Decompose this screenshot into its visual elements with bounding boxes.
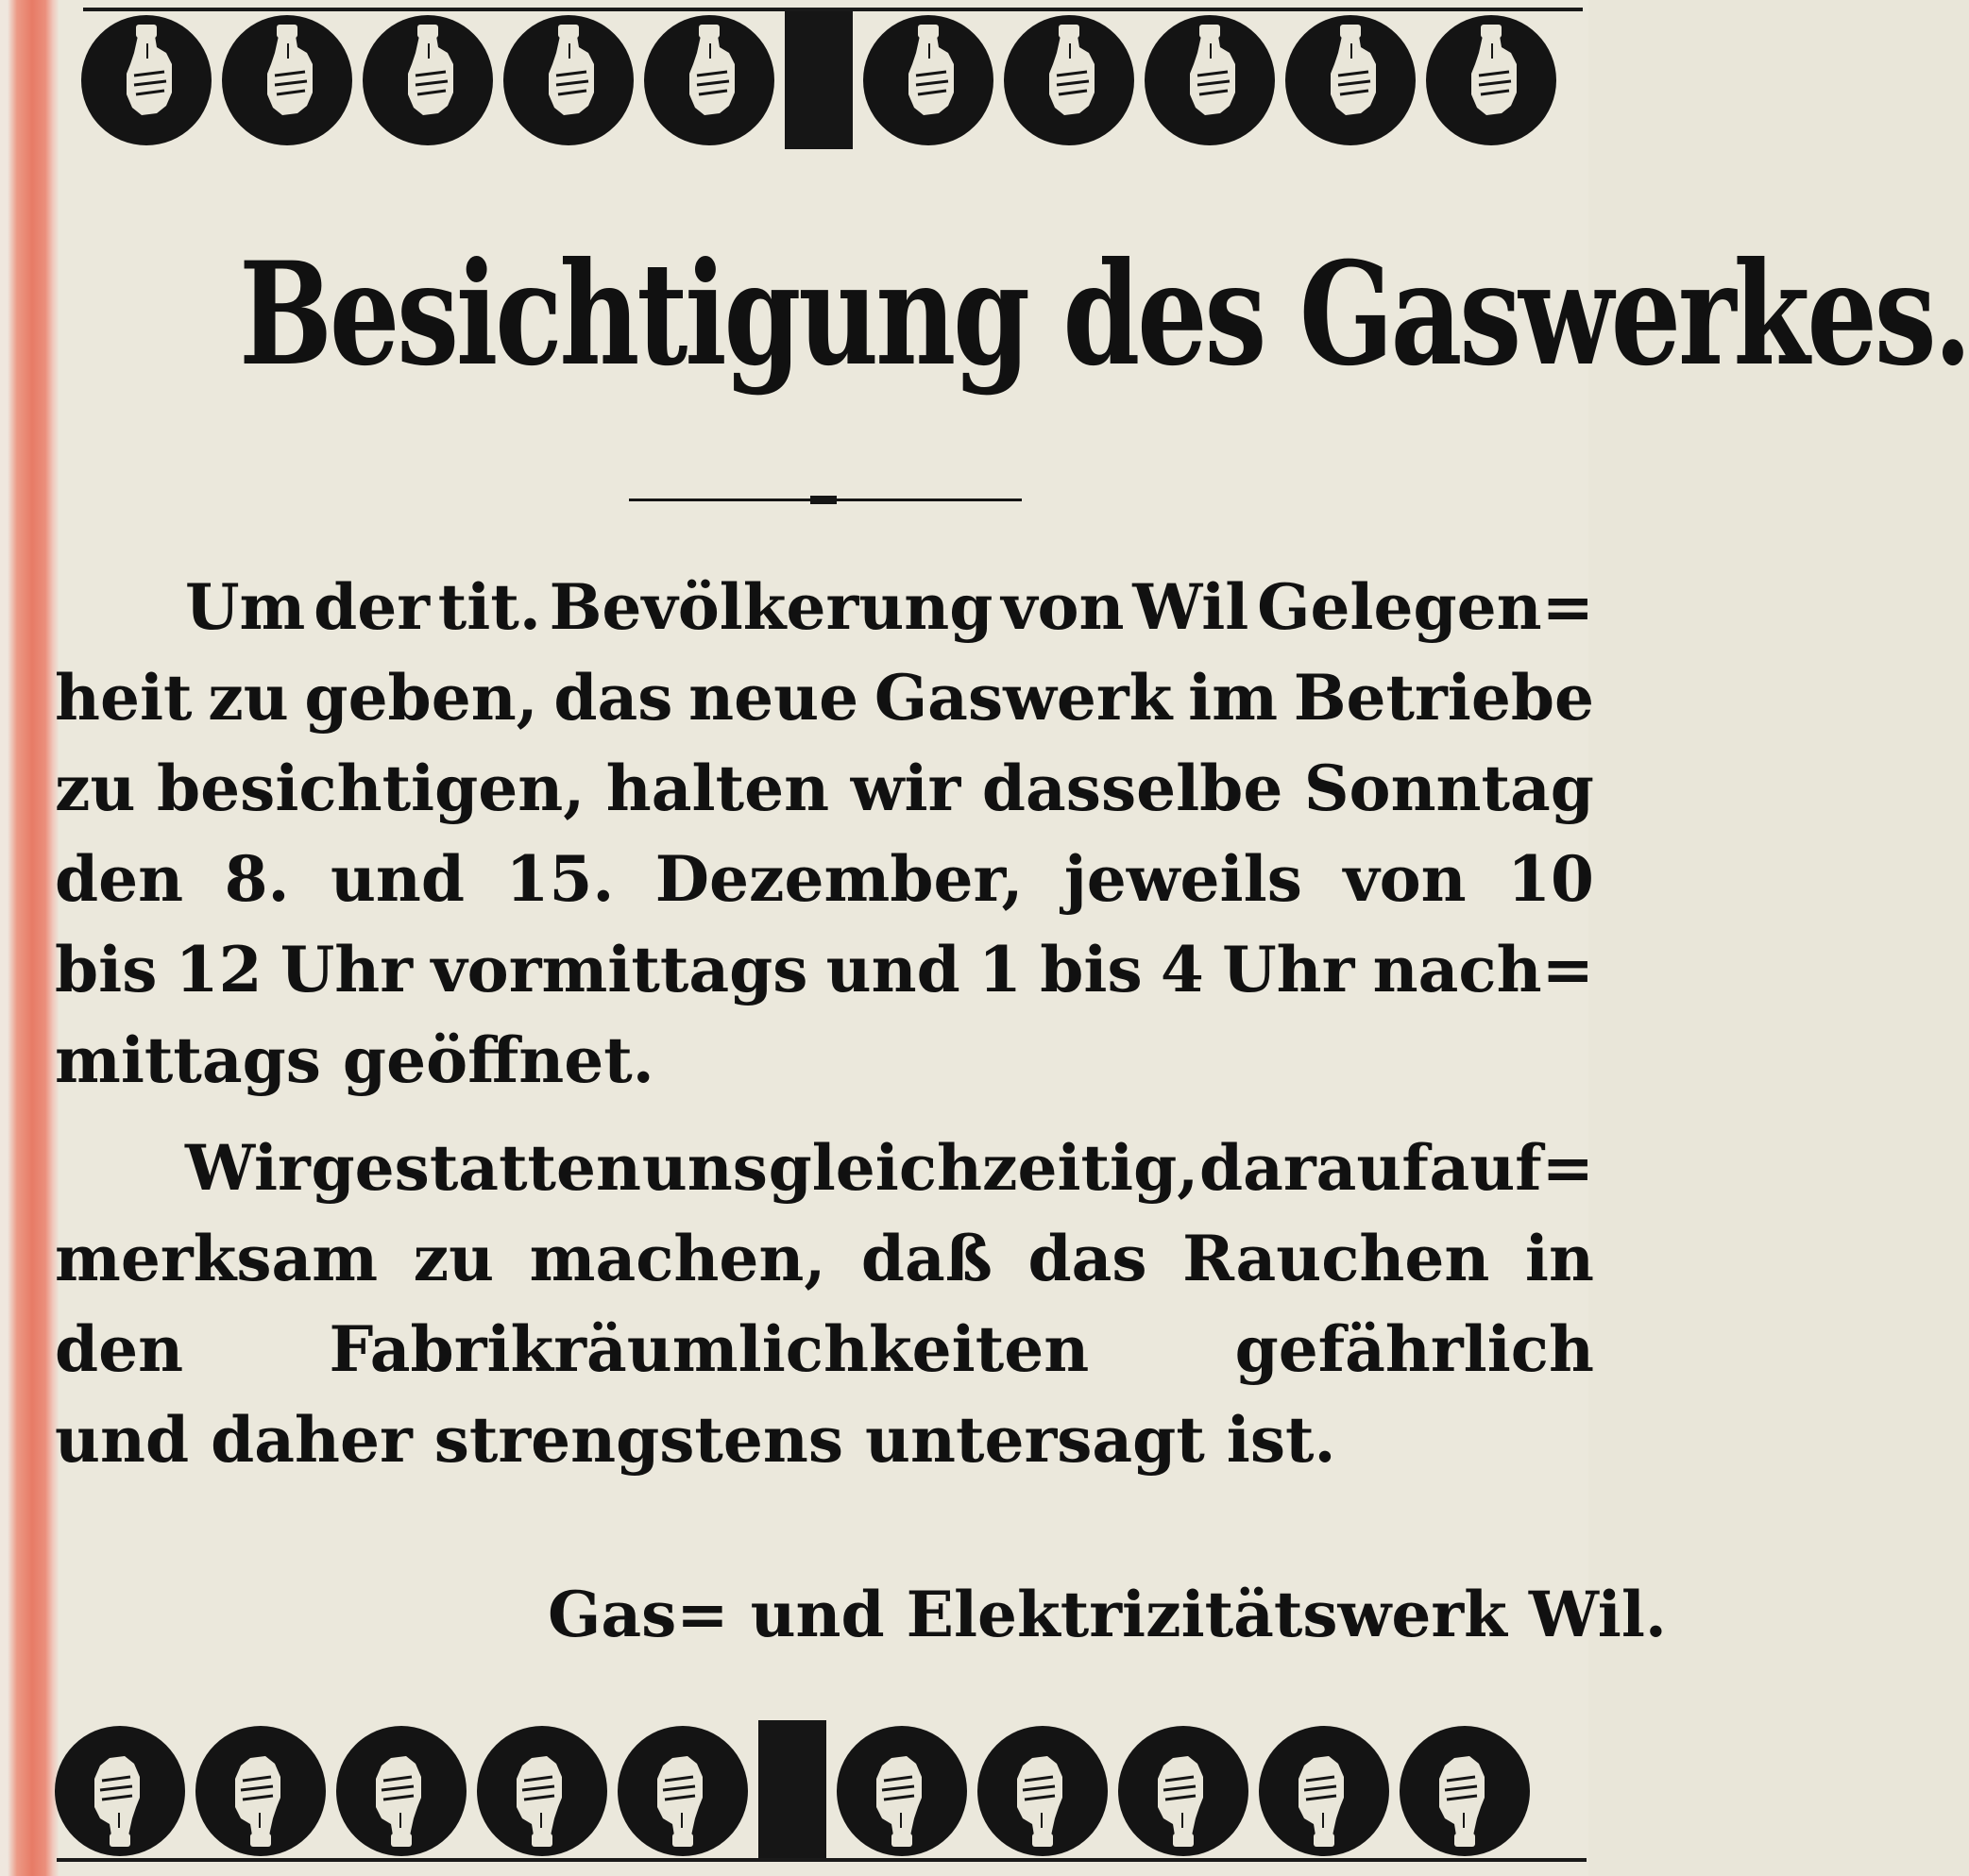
text-line: den 8. und 15. Dezember, jeweils von 10 bbox=[55, 842, 1594, 916]
signature: Gas= und Elektrizitätswerk Wil. bbox=[548, 1578, 1667, 1651]
ornament-bar bbox=[758, 1720, 826, 1862]
pointing-hand-icon bbox=[1145, 15, 1275, 145]
ornament-bar bbox=[785, 11, 853, 149]
pointing-hand-icon bbox=[1285, 15, 1416, 145]
headline-divider bbox=[629, 499, 1022, 501]
text-line: den Fabrikräumlichkeiten gefährlich bbox=[55, 1312, 1594, 1386]
text-line: mittags geöffnet. bbox=[55, 1023, 654, 1097]
pointing-hand-icon bbox=[977, 1726, 1108, 1856]
pointing-hand-icon bbox=[222, 15, 352, 145]
pointing-hand-icon bbox=[1004, 15, 1134, 145]
text-line: Wir gestatten uns gleichzeitig, darauf auf= bbox=[185, 1131, 1594, 1205]
pointing-hand-icon bbox=[644, 15, 774, 145]
pointing-hand-icon bbox=[618, 1726, 748, 1856]
announcement-body bbox=[55, 562, 1594, 1485]
pointing-hand-icon bbox=[336, 1726, 467, 1856]
pointing-hand-icon bbox=[363, 15, 493, 145]
bottom-ornament-border bbox=[55, 1720, 1540, 1862]
text-line: merksam zu machen, daß das Rauchen in bbox=[55, 1222, 1594, 1295]
pointing-hand-icon bbox=[81, 15, 212, 145]
text-line: zu besichtigen, halten wir dasselbe Sonntag bbox=[55, 752, 1594, 825]
text-line: Um der tit. Bevölkerung von Wil Gelegen= bbox=[185, 570, 1594, 644]
text-line: heit zu geben, das neue Gaswerk im Betriebe bbox=[55, 661, 1594, 735]
headline: Besichtigung des Gaswerkes. bbox=[239, 231, 1969, 397]
pointing-hand-icon bbox=[1426, 15, 1556, 145]
pointing-hand-icon bbox=[1118, 1726, 1248, 1856]
pointing-hand-icon bbox=[863, 15, 993, 145]
top-ornament-border bbox=[81, 11, 1567, 149]
pointing-hand-icon bbox=[1259, 1726, 1389, 1856]
pointing-hand-icon bbox=[503, 15, 634, 145]
text-line: bis 12 Uhr vormittags und 1 bis 4 Uhr nach= bbox=[55, 933, 1594, 1006]
red-margin-stripe bbox=[0, 0, 59, 1876]
pointing-hand-icon bbox=[55, 1726, 185, 1856]
pointing-hand-icon bbox=[837, 1726, 967, 1856]
text-line: und daher strengstens untersagt ist. bbox=[55, 1403, 1336, 1477]
pointing-hand-icon bbox=[477, 1726, 607, 1856]
pointing-hand-icon bbox=[1400, 1726, 1530, 1856]
pointing-hand-icon bbox=[195, 1726, 326, 1856]
bottom-rule bbox=[57, 1858, 1587, 1862]
